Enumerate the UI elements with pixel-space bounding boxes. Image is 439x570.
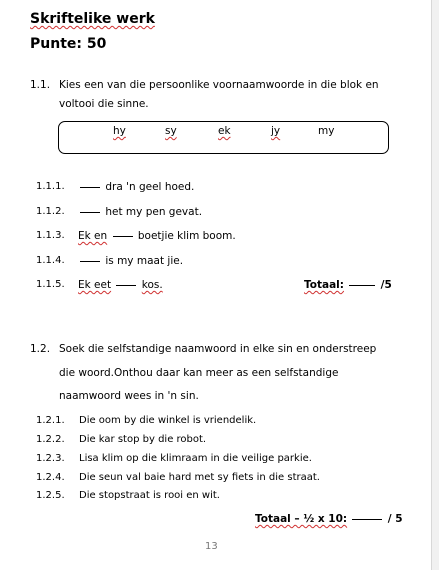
total-max: / 5 [387, 513, 403, 525]
q2-instruction-line3: naamwoord wees in 'n sin. [59, 390, 199, 402]
q1-instruction-line2: voltooi die sinne. [59, 98, 149, 110]
item-text-before: Ek en [78, 230, 108, 242]
sentence-item[interactable]: Die oom by die winkel is vriendelik. [79, 415, 257, 426]
item-text: dra 'n geel hoed. [105, 181, 195, 193]
answer-blank[interactable] [113, 236, 133, 237]
item-number: 1.1.3. [36, 230, 65, 241]
word-bank-word: ek [218, 125, 231, 137]
item-text: boetjie klim boom. [137, 230, 236, 242]
q2-total [255, 513, 403, 525]
item-text: is my maat jie. [105, 255, 184, 267]
item-text: kos. [141, 279, 163, 291]
q1-number: 1.1. [30, 79, 51, 91]
q2-instruction-line1: Soek die selfstandige naamwoord in elke sin en onderstreep [59, 343, 377, 355]
q2-instruction-line2: die woord.Onthou daar kan meer as een selfstandige [59, 367, 339, 379]
answer-blank[interactable] [116, 285, 136, 286]
total-label: Totaal: [304, 279, 344, 291]
sentence-item[interactable]: Die kar stop by die robot. [79, 434, 207, 445]
question-item [78, 279, 163, 291]
total-max: /5 [380, 279, 392, 291]
total-blank[interactable] [349, 285, 375, 286]
question-item [78, 206, 202, 218]
sentence-item[interactable]: Die stopstraat is rooi en wit. [79, 490, 220, 501]
item-number: 1.1.2. [36, 206, 65, 217]
word-bank-word: my [318, 125, 335, 137]
item-number: 1.2.3. [36, 453, 65, 464]
page-title: Skriftelike werk [30, 11, 155, 27]
points-heading: Punte: 50 [30, 36, 107, 52]
item-number: 1.1.1. [36, 181, 65, 192]
item-text: het my pen gevat. [105, 206, 203, 218]
answer-blank[interactable] [80, 212, 100, 213]
item-number: 1.2.5. [36, 490, 65, 501]
q1-instruction-line1: Kies een van die persoonlike voornaamwoorde in die blok en [59, 79, 379, 91]
word-bank-word: sy [165, 125, 177, 137]
item-number: 1.1.5. [36, 279, 65, 290]
question-item [78, 230, 236, 242]
q1-total [304, 279, 392, 291]
question-item [78, 181, 194, 193]
page-edge [431, 0, 439, 570]
q2-number: 1.2. [30, 343, 51, 355]
item-number: 1.2.2. [36, 434, 65, 445]
sentence-item[interactable]: Lisa klim op die klimraam in die veilige parkie. [79, 453, 312, 464]
word-bank-word: hy [113, 125, 126, 137]
answer-blank[interactable] [80, 187, 100, 188]
word-bank-word: jy [271, 125, 281, 137]
answer-blank[interactable] [80, 261, 100, 262]
page-number: 13 [205, 541, 218, 552]
item-number: 1.1.4. [36, 255, 65, 266]
question-item [78, 255, 183, 267]
item-number: 1.2.1. [36, 415, 65, 426]
total-blank[interactable] [352, 519, 382, 520]
sentence-item[interactable]: Die seun val baie hard met sy fiets in die straat. [79, 472, 320, 483]
total-label: Totaal – ½ x 10: [255, 513, 348, 525]
item-number: 1.2.4. [36, 472, 65, 483]
item-text-before: Ek eet [78, 279, 112, 291]
